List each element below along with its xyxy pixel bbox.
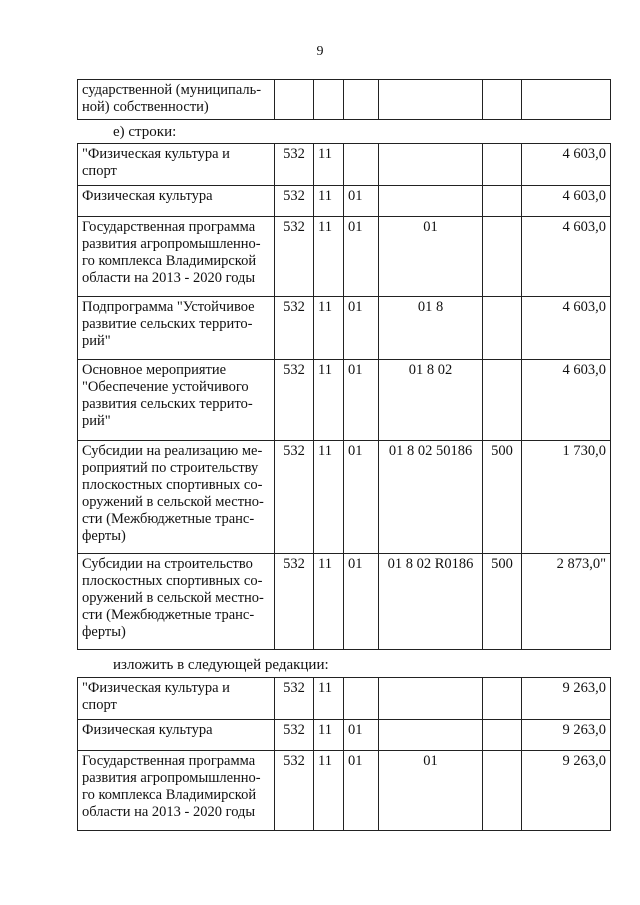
expense-type-code-cell	[483, 217, 522, 297]
table-row	[78, 441, 611, 554]
target-item-code-cell	[379, 186, 483, 217]
row-name-cell: сударственной (муниципаль- ной) собственности)	[78, 80, 275, 120]
subsection-code-cell: 01	[344, 360, 379, 441]
table-row	[78, 554, 611, 650]
ministry-code-cell: 532	[275, 217, 314, 297]
ministry-code-cell: 532	[275, 554, 314, 650]
amount-cell: 4 603,0	[522, 186, 611, 217]
subsection-code-cell: 01	[344, 751, 379, 831]
target-item-code-cell: 01 8 02 50186	[379, 441, 483, 554]
target-item-code-cell: 01 8	[379, 297, 483, 360]
target-item-code-cell: 01	[379, 751, 483, 831]
expense-type-code-cell	[483, 720, 522, 751]
subsection-code-cell: 01	[344, 217, 379, 297]
table-row	[78, 217, 611, 297]
row-name-cell: Государственная программа развития агропромышленно- го комплекса Владимирской области на 2013 - 2020 годы	[78, 751, 275, 831]
table-row	[78, 751, 611, 831]
row-name-cell: Субсидии на строительство плоскостных спортивных со- оружений в сельской местно- сти (Межбюджетные транс- ферты)	[78, 554, 275, 650]
amount-cell	[522, 80, 611, 120]
expense-type-code-cell	[483, 144, 522, 186]
section-code-cell: 11	[314, 186, 344, 217]
section-code-cell: 11	[314, 751, 344, 831]
ministry-code-cell: 532	[275, 297, 314, 360]
target-item-code-cell	[379, 80, 483, 120]
table-row	[78, 186, 611, 217]
target-item-code-cell	[379, 144, 483, 186]
table-row	[78, 720, 611, 751]
section-code-cell: 11	[314, 554, 344, 650]
row-name-cell: Государственная программа развития агропромышленно- го комплекса Владимирской области на 2013 - 2020 годы	[78, 217, 275, 297]
ministry-code-cell: 532	[275, 678, 314, 720]
section-caption-rows: е) строки:	[113, 124, 177, 140]
subsection-code-cell	[344, 80, 379, 120]
old-rows-table	[77, 143, 611, 650]
subsection-code-cell: 01	[344, 441, 379, 554]
ministry-code-cell: 532	[275, 751, 314, 831]
section-code-cell: 11	[314, 297, 344, 360]
table-row	[78, 678, 611, 720]
amount-cell: 9 263,0	[522, 678, 611, 720]
expense-type-code-cell	[483, 751, 522, 831]
subsection-code-cell: 01	[344, 186, 379, 217]
amount-cell: 2 873,0"	[522, 554, 611, 650]
expense-type-code-cell	[483, 297, 522, 360]
section-code-cell: 11	[314, 678, 344, 720]
row-name-cell: Основное мероприятие "Обеспечение устойчивого развития сельских террито- рий"	[78, 360, 275, 441]
section-code-cell: 11	[314, 441, 344, 554]
row-name-cell: Субсидии на реализацию ме- роприятий по строительству плоскостных спортивных со- оружений в сельской местно- сти (Межбюджетные транс- ферты)	[78, 441, 275, 554]
expense-type-code-cell	[483, 360, 522, 441]
subsection-code-cell: 01	[344, 554, 379, 650]
subsection-code-cell	[344, 678, 379, 720]
row-name-cell: Физическая культура	[78, 720, 275, 751]
amount-cell: 4 603,0	[522, 217, 611, 297]
target-item-code-cell: 01 8 02 R0186	[379, 554, 483, 650]
expense-type-code-cell: 500	[483, 441, 522, 554]
amount-cell: 1 730,0	[522, 441, 611, 554]
section-caption-new-edition: изложить в следующей редакции:	[113, 657, 329, 673]
amount-cell: 4 603,0	[522, 144, 611, 186]
expense-type-code-cell	[483, 80, 522, 120]
target-item-code-cell	[379, 678, 483, 720]
amount-cell: 4 603,0	[522, 297, 611, 360]
top-table-fragment	[77, 79, 611, 120]
amount-cell: 4 603,0	[522, 360, 611, 441]
ministry-code-cell: 532	[275, 186, 314, 217]
expense-type-code-cell	[483, 186, 522, 217]
ministry-code-cell: 532	[275, 720, 314, 751]
ministry-code-cell: 532	[275, 144, 314, 186]
section-code-cell: 11	[314, 720, 344, 751]
amount-cell: 9 263,0	[522, 720, 611, 751]
subsection-code-cell: 01	[344, 720, 379, 751]
amount-cell: 9 263,0	[522, 751, 611, 831]
table-row	[78, 80, 611, 120]
subsection-code-cell: 01	[344, 297, 379, 360]
target-item-code-cell	[379, 720, 483, 751]
table-row	[78, 144, 611, 186]
new-rows-table	[77, 677, 611, 831]
expense-type-code-cell: 500	[483, 554, 522, 650]
target-item-code-cell: 01 8 02	[379, 360, 483, 441]
section-code-cell: 11	[314, 217, 344, 297]
section-code-cell: 11	[314, 144, 344, 186]
section-code-cell	[314, 80, 344, 120]
ministry-code-cell: 532	[275, 360, 314, 441]
table-row	[78, 297, 611, 360]
section-code-cell: 11	[314, 360, 344, 441]
row-name-cell: Физическая культура	[78, 186, 275, 217]
target-item-code-cell: 01	[379, 217, 483, 297]
ministry-code-cell: 532	[275, 441, 314, 554]
page-number: 9	[316, 44, 324, 59]
ministry-code-cell	[275, 80, 314, 120]
expense-type-code-cell	[483, 678, 522, 720]
row-name-cell: "Физическая культура и спорт	[78, 144, 275, 186]
subsection-code-cell	[344, 144, 379, 186]
table-row	[78, 360, 611, 441]
row-name-cell: "Физическая культура и спорт	[78, 678, 275, 720]
row-name-cell: Подпрограмма "Устойчивое развитие сельских террито- рий"	[78, 297, 275, 360]
